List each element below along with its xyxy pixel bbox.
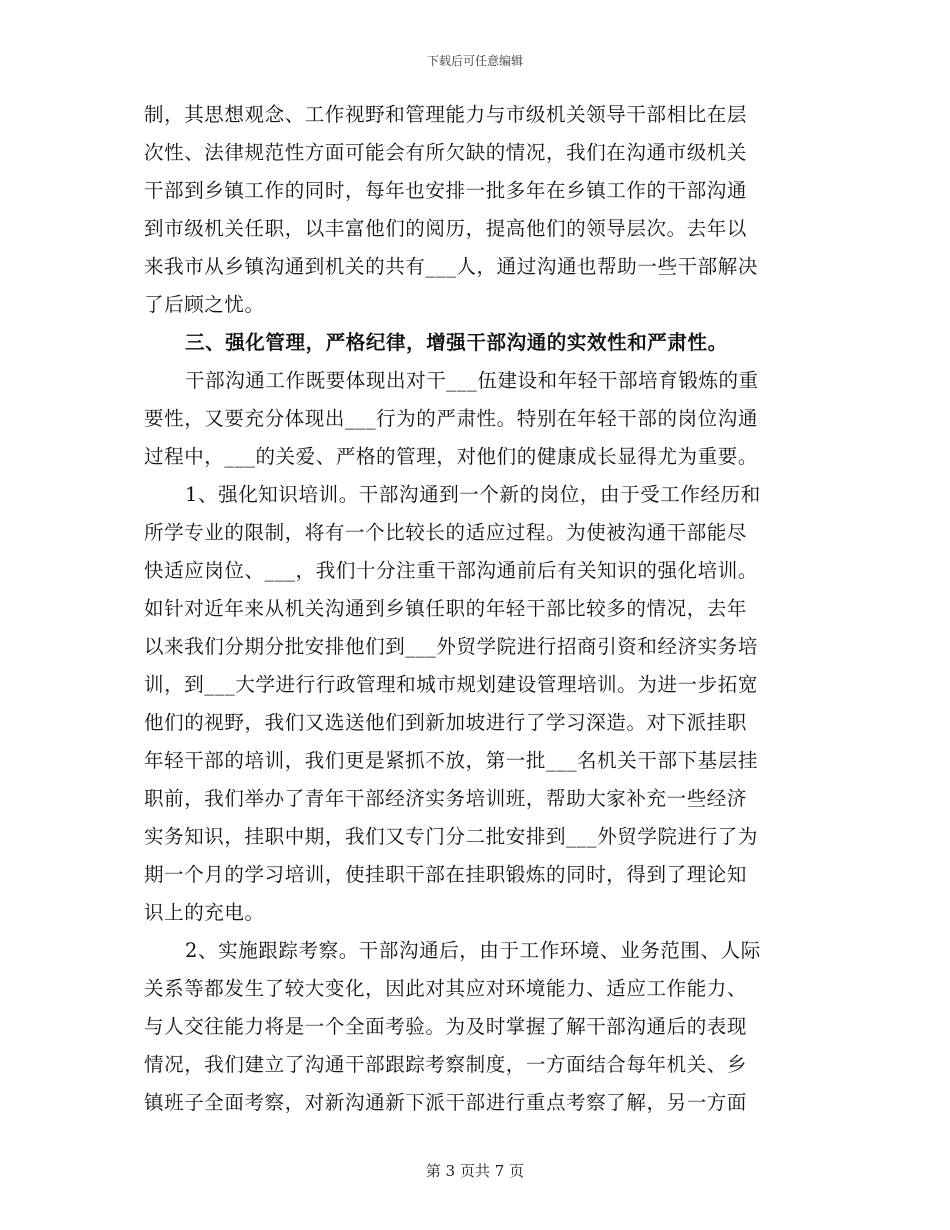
text-line: 与人交往能力将是一个全面考验。为及时掌握了解干部沟通后的表现 — [144, 1015, 748, 1038]
text-line: 实务知识，挂职中期，我们又专门分二批安排到___外贸学院进行了为 — [144, 825, 758, 848]
section-heading: 三、强化管理，严格纪律，增强干部沟通的实效性和严肃性。 — [185, 331, 728, 354]
text-line: 制，其思想观念、工作视野和管理能力与市级机关领导干部相比在层 — [144, 103, 748, 126]
text-line: 识上的充电。 — [144, 901, 265, 924]
text-line: 以来我们分期分批安排他们到___外贸学院进行招商引资和经济实务培 — [144, 635, 758, 658]
text-line: 如针对近年来从机关沟通到乡镇任职的年轻干部比较多的情况，去年 — [144, 597, 748, 620]
text-line: 干部到乡镇工作的同时，每年也安排一批多年在乡镇工作的干部沟通 — [144, 179, 748, 202]
text-line: 期一个月的学习培训，使挂职干部在挂职锻炼的同时，得到了理论知 — [144, 863, 748, 886]
text-line: 所学专业的限制，将有一个比较长的适应过程。为使被沟通干部能尽 — [144, 521, 748, 544]
text-line: 训，到___大学进行行政管理和城市规划建设管理培训。为进一步拓宽 — [144, 673, 758, 696]
text-line: 快适应岗位、___，我们十分注重干部沟通前后有关知识的强化培训。 — [144, 559, 758, 582]
text-line: 他们的视野，我们又选送他们到新加坡进行了学习深造。对下派挂职 — [144, 711, 748, 734]
document-body — [144, 96, 804, 1122]
text-line: 要性，又要充分体现出___行为的严肃性。特别在年轻干部的岗位沟通 — [144, 407, 758, 430]
text-line: 干部沟通工作既要体现出对干___伍建设和年轻干部培育锻炼的重 — [185, 369, 759, 392]
text-line: 镇班子全面考察，对新沟通新下派干部进行重点考察了解，另一方面 — [144, 1091, 748, 1114]
text-line: 次性、法律规范性方面可能会有所欠缺的情况，我们在沟通市级机关 — [144, 141, 748, 164]
text-line: 年轻干部的培训，我们更是紧抓不放，第一批___名机关干部下基层挂 — [144, 749, 758, 772]
text-line: 2、实施跟踪考察。干部沟通后，由于工作环境、业务范围、人际 — [185, 939, 761, 962]
text-line: 到市级机关任职，以丰富他们的阅历，提高他们的领导层次。去年以 — [144, 217, 748, 240]
text-line: 来我市从乡镇沟通到机关的共有___人，通过沟通也帮助一些干部解决 — [144, 255, 758, 278]
text-line: 1、强化知识培训。干部沟通到一个新的岗位，由于受工作经历和 — [185, 483, 761, 506]
text-line: 了后顾之忧。 — [144, 293, 265, 316]
text-line: 关系等都发生了较大变化，因此对其应对环境能力、适应工作能力、 — [144, 977, 748, 1000]
text-line: 情况，我们建立了沟通干部跟踪考察制度，一方面结合每年机关、乡 — [144, 1053, 748, 1076]
page-header: 下载后可任意编辑 — [426, 54, 523, 68]
text-line: 过程中，___的关爱、严格的管理，对他们的健康成长显得尤为重要。 — [144, 445, 758, 468]
text-line: 职前，我们举办了青年干部经济实务培训班，帮助大家补充一些经济 — [144, 787, 748, 810]
page-footer: 第 3 页共 7 页 — [425, 1162, 525, 1180]
